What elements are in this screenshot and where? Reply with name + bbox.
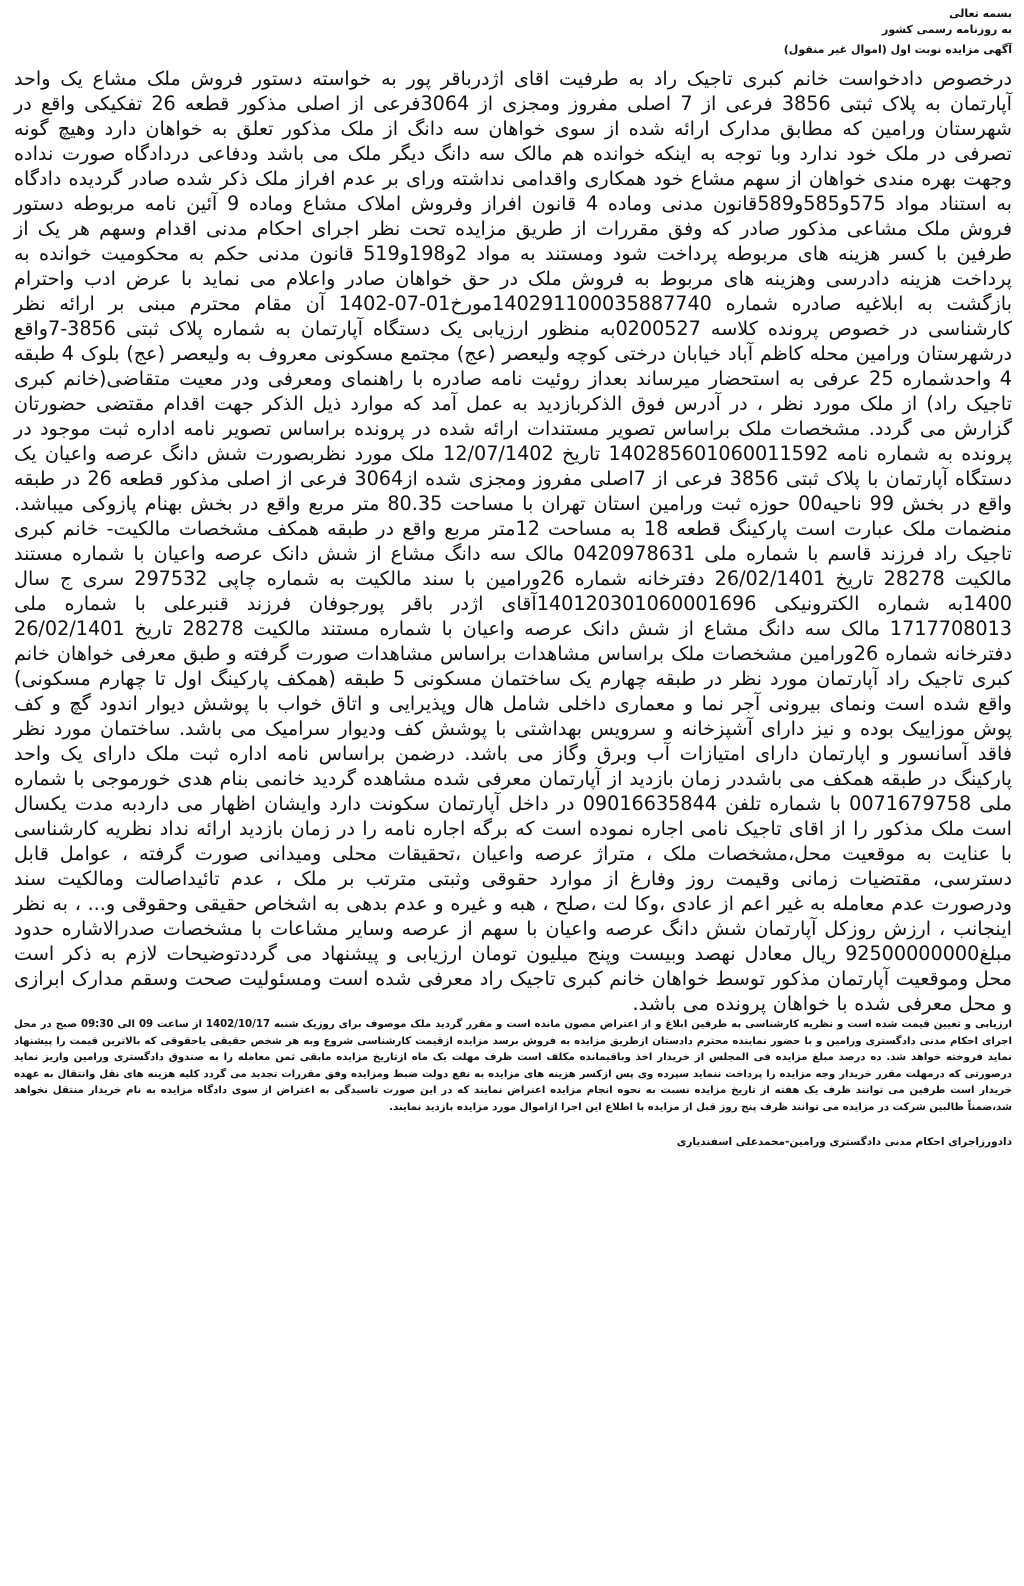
notice-title: آگهی مزایده نوبت اول (اموال غیر منقول): [783, 43, 1012, 56]
body-paragraph-registry-details: مشخصات ملک براساس تصویر مستندات ارائه شده در پرونده براساس تصویر نامه اداره ثبت موجود در پرونده به شماره نامه 140285601060011592 تاریخ 12/07/1402 ملک مورد نظربصورت شش دانگ عرصه واعیان یک دستگاه آپارتمان با پلاک ثبتی 3856 فرعی از 7اصلی مفروز ومجزی شده از3064 فرعی از اصلی مذکور قطعه 26 در طبقه واقع در بخش 99 ناحیه00 حوزه ثبت ورامین استان تهران با مساحت 80.35 متر مربع واقع در بخش بهنام پازوکی میباشد. منضمات ملک عبارت است پارکینگ قطعه 18 به مساحت 12متر مربع واقع در طبقه همکف مشخصات مالکیت- خانم کبری تاجیک راد فرزند قاسم با شماره ملی 0420978631 مالک سه دانگ مشاع از شش دانک عرصه واعیان با شماره مستند مالکیت 28278 تاریخ 26/02/1401 دفترخانه شماره 26ورامین با سند مالکیت به شماره چاپی 297532 سری ج سال 1400به شماره الکترونیکی 140120301060001696آقای اژدر باقر پورجوفان فرزند قنبرعلی با شماره ملی 1717708013 مالک سه دانگ مشاع از شش دانک عرصه واعیان با شماره مستند مالکیت 28278 تاریخ 26/02/1401 دفترخانه شماره 26ورامین: [14, 417, 1013, 665]
signature-line: دادورزاجرای احکام مدنی دادگستری ورامین-محمدعلی اسفندیاری: [676, 1136, 1012, 1148]
auction-terms-fine-print: ارزیابی و تعیین قیمت شده است و نظریه کارشناسی به طرفین ابلاغ و از اعتراض مصون مانده است و مقرر گردید ملک موصوف برای روزیک شنبه 1402/10/17 از ساعت 09 الی 09:30 صبح در محل اجرای احکام مدنی دادگستری ورامین و با حضور نماینده محترم دادستان ازطریق مزایده به فروش برسد مزایده ازقیمت کارشناسی شروع وبه هر شخص حقیقی یاحقوقی که بالاترین قیمت را پیشنهاد نماید فروخته خواهد شد. ده درصد مبلغ مزایده فی المجلس از خریدار اخذ وباقیمانده مکلف است ظرف مهلت یک ماه ازتاریخ مزایده مابقی ثمن معامله را به صندوق دادگستری ورامین واریز نماید درصورتی که درمهلت مقرر خریدار وجه مزایده را پرداخت ننماید سپرده وی پس ازکسر هزینه های مزایده به نفع دولت ضبط ومزایده وفق مقررات تجدید می گردد کلیه هزینه های نقل وانتقال به عهده خریدار است طرفین می توانند ظرف یک هفته از تاریخ مزایده نسبت به نحوه انجام مزایده اعتراض نمایند که در این صورت تاسیدگی به اعتراض از سوی دادگاه مزایده به نام خریدار منتقل نخواهد شد،ضمناً طالبین شرکت در مزایده می توانند ظرف پنج روز قبل از مزایده با اطلاع این اجرا ازاموال مورد مزایده بازدید نمایند.: [14, 1019, 1013, 1113]
notice-body: [14, 66, 1012, 1016]
recipient-line: به روزنامه رسمی کشور: [881, 23, 1012, 36]
body-paragraph-expert-opinion: نظریه کارشناسی با عنایت به موقعیت محل،مشخصات ملک ، متراژ عرصه واعیان ،تحقیقات محلی ومیدانی صورت گرفته ، عوامل قابل دسترسی، مقتضیات زمانی وقیمت روز وفارغ از موارد حقوقی وثبتی مترتب بر ملک ، عدم تائیداصالت ومالکیت سند ودرصورت عدم معامله به غیر اعم از عادی ،وکا لت ،صلح ، هبه و غیره و عدم بدهی به اشخاص حقیقی وحقوقی و... ، به نظر اینجانب ، ارزش روزکل آپارتمان شش دانگ عرصه واعیان با سهم از عرصه وسایر مشاعات با مشخصات صدرالاشاره حدود مبلغ92500000000 ریال معادل نهصد وبیست وپنج میلیون تومان ارزیابی و پیشنهاد می گرددتوضیحات لازم به ذکر است محل وموقعیت آپارتمان مذکور توسط خواهان خانم کبری تاجیک راد معرفی شده است ومسئولیت صحت وسقم مدارک ابرازی و محل معرفی شده با خواهان پرونده می باشد.: [14, 817, 1012, 1015]
basmala-heading: بسمه تعالی: [949, 7, 1012, 20]
body-paragraph-petition: درخصوص دادخواست خانم کبری تاجیک راد به طرفیت اقای اژدرباقر پور به خواسته دستور فروش ملک مشاع یک واحد آپارتمان به پلاک ثبتی 3856 فرعی از 7 اصلی مفروز ومجزی از 3064فرعی از اصلی مذکور قطعه 26 تفکیکی واقع در شهرستان ورامین که مطابق مدارک ارائه شده از سوی خواهان سه دانگ از ملک مذکور تعلق به خواهان دارد وهیچ گونه تصرفی در ملک خود ندارد وبا توجه به اینکه خوانده هم مالک سه دانگ دیگر ملک می باشد ودفاعی دردادگاه صورت نداده وجهت بهره مندی خواهان از سهم مشاع خود همکاری واقدامی نداشته ورای بر عدم افراز ملک ذکر شده صادر گردیده دادگاه به استناد مواد 575و585و589قانون مدنی وماده 4 قانون افراز وفروش املاک مشاع وماده 9 آئین نامه مربوطه دستور فروش ملک مشاعی مذکور صادر که وفق مقررات از طریق مزایده تحت نظر اجرای احکام مدنی اقدام وسهم هر یک از طرفین با کسر هزینه های مربوطه پرداخت شود ومستند به مواد 2و198و519 قانون مدنی حکم به محکومیت خوانده به پرداخت هزینه دادرسی وهزینه های مربوط به فروش ملک در حق خواهان صادر واعلام می نماید با عرض ادب واحترام بازگشت به ابلاغیه صادره شماره 140291100035887740مورخ01-07-1402 آن مقام محترم مبنی بر ارائه نظر کارشناسی در خصوص پرونده کلاسه 0200527به منظور ارزیابی یک دستگاه آپارتمان به شماره پلاک ثبتی 3856-7واقع درشهرستان ورامین محله کاظم آباد خیابان درختی کوچه ولیعصر (عج) مجتمع مسکونی معروف به ولیعصر (عج) بلوک 4 طبقه 4 واحدشماره 25 عرفی به استحضار میرساند بعداز روئیت نامه صادره با راهنمای ومعرفی ودر معیت متقاضی(خانم کبری تاجیک راد) از ملک مورد نظر ، در آدرس فوق الذکربازدید به عمل آمد که موارد ذیل الذکر جهت اقدام مقتضی حضورتان گزارش می گردد.: [14, 67, 1012, 440]
body-paragraph-observations: مشخصات ملک براساس مشاهدات براساس مشاهدات صورت گرفته و طبق معرفی خواهان خانم کبری تاجیک راد آپارتمان مورد نظر در طبقه چهارم یک ساختمان مسکونی 5 طبقه (همکف پارکینگ اول تا چهارم مسکونی) واقع شده است ونمای بیرونی آجر نما و معماری داخلی شامل هال وپذیرایی و اتاق خواب با پوشش دیوار اندود گچ و کف پوش موزاییک بوده و نیز دارای آشپزخانه و سرویس بهداشتی با پوشش کف ودیوار سرامیک می باشد. ساختمان مورد نظر فاقد آسانسور و اپارتمان دارای امتیازات آب وبرق وگاز می باشد. درضمن براساس نامه اداره ثبت ملک دارای یک واحد پارکینگ در طبقه همکف می باشددر زمان بازدید از آپارتمان معرفی شده مشاهده گردید خانمی بنام هدی خورموجی با شماره ملی 0071679758 با شماره تلفن 09016635844 در داخل آپارتمان سکونت دارد وایشان اظهار می داردبه مدت یکسال است ملک مذکور را از اقای تاجیک نامی اجاره نموده است که برگه اجاره نامه را در زمان بازدید ارائه نداد: [14, 642, 1013, 840]
